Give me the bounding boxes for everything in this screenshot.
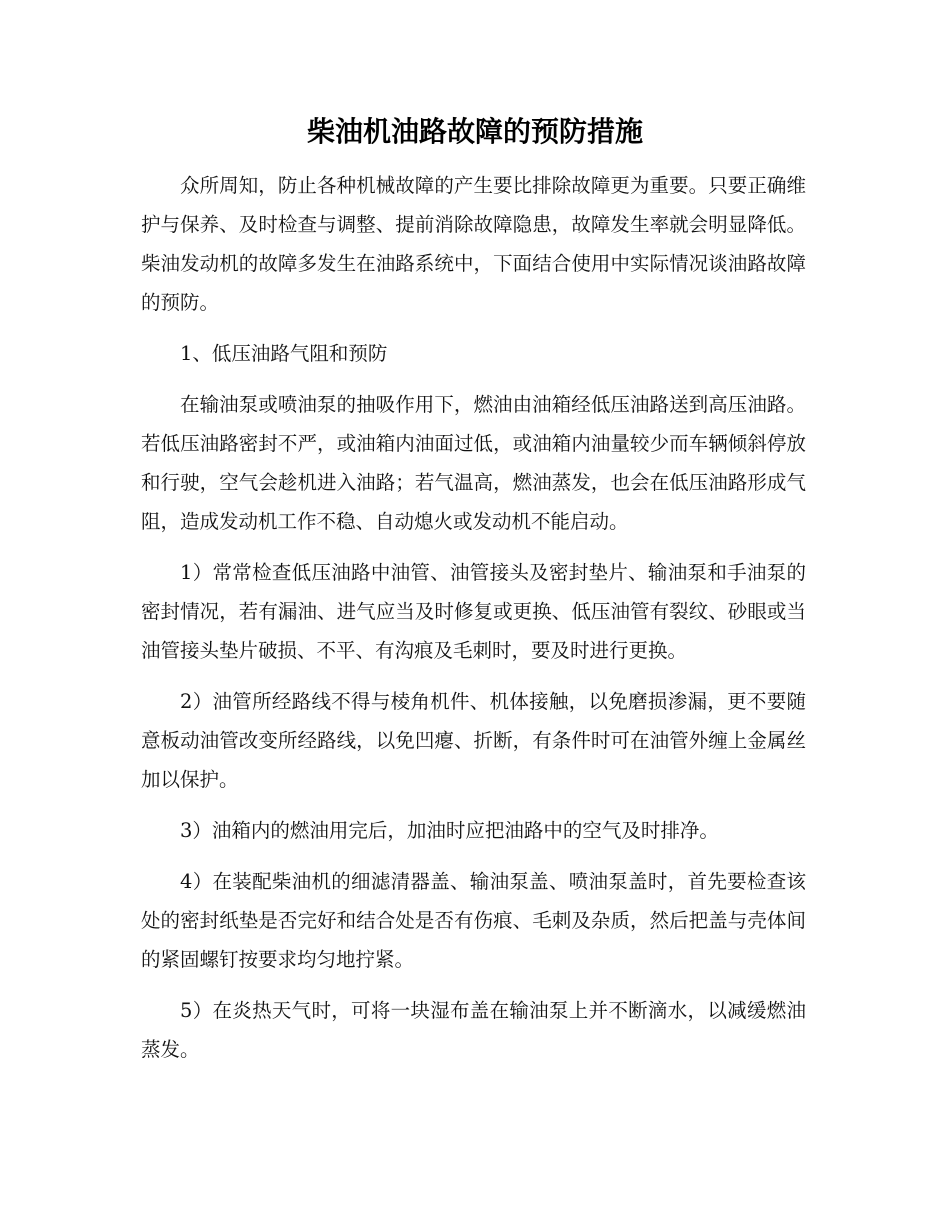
list-item-3: 3）油箱内的燃油用完后，加油时应把油路中的空气及时排净。 [180, 819, 719, 842]
document-body [141, 166, 806, 1081]
paragraph-low-pressure: 在输油泵或喷油泵的抽吸作用下，燃油由油箱经低压油路送到高压油路。若低压油路密封不严，或油箱内油面过低，或油箱内油量较少而车辆倾斜停放和行驶，空气会趁机进入油路；若气温高，燃油蒸发，也会在低压油路形成气阻，造成发动机工作不稳、自动熄火或发动机不能启动。 [141, 393, 806, 533]
document-title: 柴油机油路故障的预防措施 [306, 115, 643, 148]
list-item-2: 2）油管所经路线不得与棱角机件、机体接触，以免磨损渗漏，更不要随意板动油管改变所经路线，以免凹瘪、折断，有条件时可在油管外缠上金属丝加以保护。 [141, 690, 806, 791]
list-item-4: 4）在装配柴油机的细滤清器盖、输油泵盖、喷油泵盖时，首先要检查该处的密封纸垫是否完好和结合处是否有伤痕、毛刺及杂质，然后把盖与壳体间的紧固螺钉按要求均匀地拧紧。 [141, 870, 806, 971]
list-item-5: 5）在炎热天气时，可将一块湿布盖在输油泵上并不断滴水，以减缓燃油蒸发。 [141, 999, 806, 1061]
paragraph-intro: 众所周知，防止各种机械故障的产生要比排除故障更为重要。只要正确维护与保养、及时检查与调整、提前消除故障隐患，故障发生率就会明显降低。柴油发动机的故障多发生在油路系统中，下面结合使用中实际情况谈油路故障的预防。 [141, 174, 806, 314]
section-heading-low-pressure: 1、低压油路气阻和预防 [180, 342, 388, 365]
list-item-1: 1）常常检查低压油路中油管、油管接头及密封垫片、输油泵和手油泵的密封情况，若有漏油、进气应当及时修复或更换、低压油管有裂纹、砂眼或当油管接头垫片破损、不平、有沟痕及毛刺时，要及时进行更换。 [141, 561, 806, 662]
